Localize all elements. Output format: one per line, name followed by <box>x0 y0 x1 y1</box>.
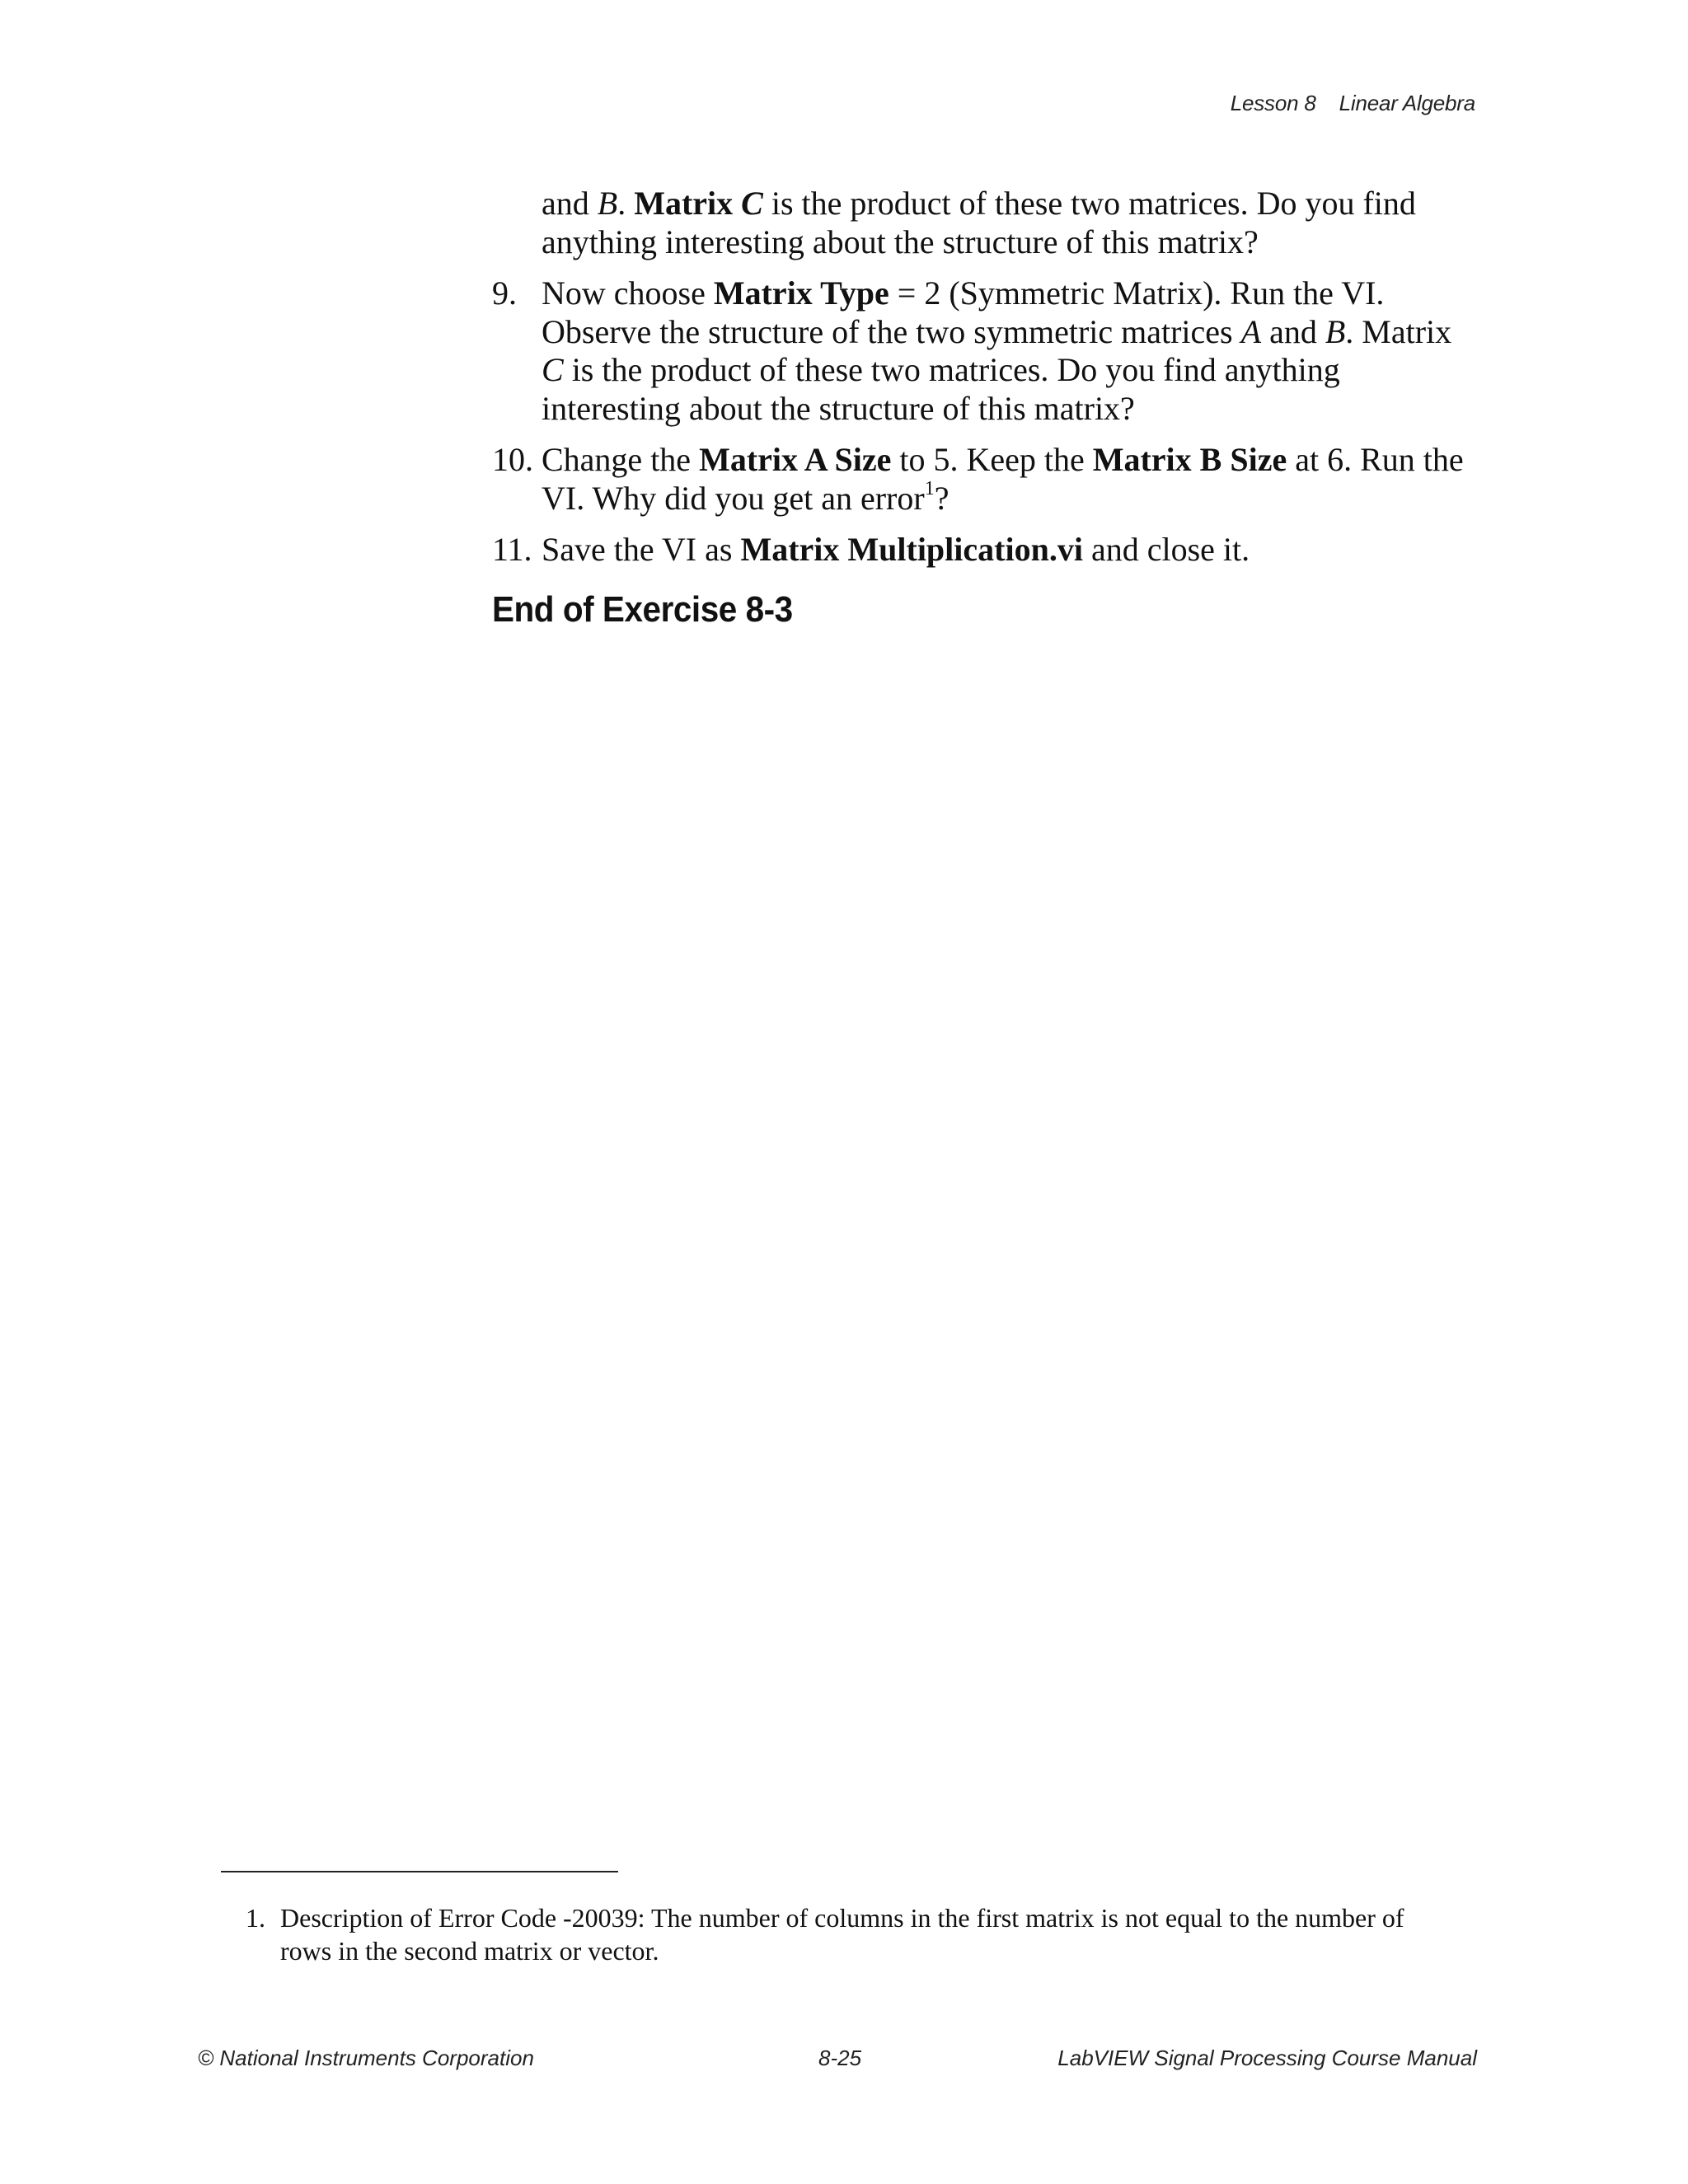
var-c: C <box>542 351 564 388</box>
step-text: Now choose Matrix Type = 2 (Symmetric Matrix). Run the VI. Observe the structure of the two symmetric matrices A and B. Matrix C is the product of these two matrices. Do you find anything interesting about the structure of this matrix? <box>542 274 1452 427</box>
bold-matrix-b-size: Matrix B Size <box>1092 441 1287 478</box>
continued-paragraph: and B. Matrix C is the product of these two matrices. Do you find anything interesting about the structure of this matrix? <box>542 185 1416 260</box>
footnote-text: Description of Error Code -20039: The number of columns in the first matrix is not equal to the number of rows in the second matrix or vector. <box>280 1903 1404 1966</box>
var-b: B <box>597 185 618 222</box>
footer-copyright: © National Instruments Corporation <box>198 2046 534 2070</box>
header-topic: Linear Algebra <box>1339 91 1475 115</box>
step-9 <box>492 274 1481 428</box>
step-11 <box>492 531 1481 569</box>
end-of-exercise-heading: End of Exercise 8-3 <box>492 588 793 630</box>
bold-matrix-type: Matrix Type <box>713 274 889 312</box>
bold-matrix-a-size: Matrix A Size <box>699 441 892 478</box>
var-a: A <box>1240 312 1262 350</box>
footnote-divider <box>221 1871 618 1872</box>
footnote-ref[interactable]: 1 <box>924 477 935 499</box>
step-number: 11. <box>492 531 532 568</box>
main-content <box>492 185 1481 629</box>
step-10 <box>492 441 1481 518</box>
step-text: Save the VI as Matrix Multiplication.vi and close it. <box>542 531 1250 568</box>
step-number: 9. <box>492 274 517 312</box>
footer-manual-title: LabVIEW Signal Processing Course Manual <box>1057 2046 1477 2070</box>
footnote-number: 1. <box>246 1903 265 1933</box>
step-number: 10. <box>492 441 533 478</box>
footnote <box>246 1901 1449 1967</box>
running-header <box>1231 91 1475 116</box>
header-lesson: Lesson 8 <box>1230 91 1316 115</box>
bold-matrix: Matrix C <box>634 185 763 222</box>
bold-file-name: Matrix Multiplication.vi <box>740 531 1083 568</box>
page-number: 8-25 <box>818 2046 862 2070</box>
step-text: Change the Matrix A Size to 5. Keep the Matrix B Size at 6. Run the VI. Why did you get an error$^1$? <box>542 441 1464 517</box>
var-b: B <box>1325 312 1346 350</box>
